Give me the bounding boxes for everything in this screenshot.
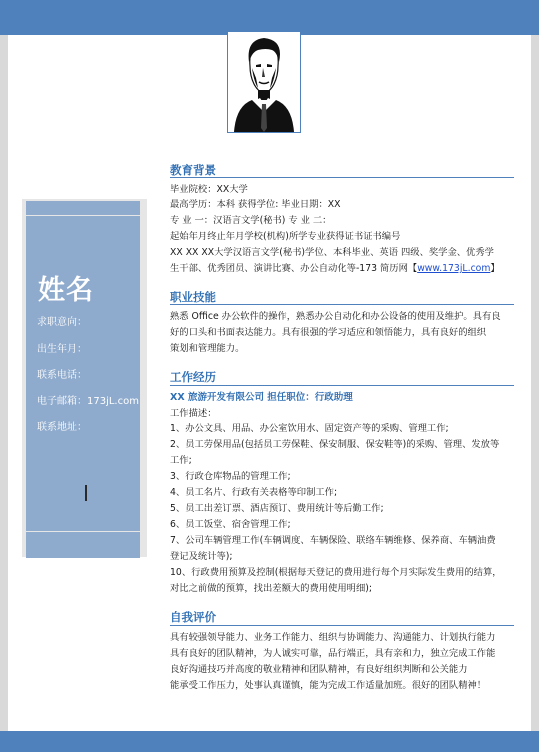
self-line: 具有良好的团队精神，为人诚实可靠，品行端正，具有亲和力，独立完成工作能 bbox=[170, 648, 496, 659]
field-job-intention: 求职意向： bbox=[37, 317, 87, 328]
skills-line: 好的口头和书面表达能力。具有很强的学习适应和领悟能力，具有良好的组织 bbox=[170, 327, 487, 338]
work-line: 3、行政仓库物品的管理工作; bbox=[170, 471, 291, 482]
right-border bbox=[531, 35, 539, 731]
bottom-bar bbox=[0, 731, 539, 752]
section-divider bbox=[170, 385, 514, 386]
text-cursor bbox=[85, 485, 87, 501]
section-title-skills: 职业技能 bbox=[170, 290, 216, 304]
work-line: 登记及统计等); bbox=[170, 551, 233, 562]
profile-photo bbox=[227, 31, 301, 133]
field-address: 联系地址： bbox=[37, 422, 87, 433]
candidate-name: 姓名 bbox=[38, 275, 94, 306]
education-line bbox=[170, 260, 500, 274]
education-line: 起始年月终止年月学校(机构)所学专业获得证书证书编号 bbox=[170, 231, 401, 242]
section-title-work: 工作经历 bbox=[170, 370, 216, 384]
field-birth-date: 出生年月： bbox=[37, 344, 87, 355]
self-line: 良好沟通技巧并高度的敬业精神和团队精神，有良好组织判断和公关能力 bbox=[170, 664, 468, 675]
job-company-position: XX 旅游开发有限公司 担任职位：行政助理 bbox=[170, 392, 353, 403]
self-line: 具有较强领导能力、业务工作能力、组织与协调能力、沟通能力、计划执行能力 bbox=[170, 632, 496, 643]
section-divider bbox=[170, 177, 514, 178]
education-line: 毕业院校：XX大学 bbox=[170, 184, 248, 195]
education-line: 最高学历：本科 获得学位: 毕业日期：XX bbox=[170, 199, 341, 210]
section-title-education: 教育背景 bbox=[170, 163, 216, 177]
field-email: 电子邮箱：173jL.com bbox=[37, 396, 139, 407]
work-line: 1、办公文具、用品、办公室饮用水、固定资产等的采购、管理工作; bbox=[170, 423, 449, 434]
section-divider bbox=[170, 304, 514, 305]
section-divider bbox=[170, 625, 514, 626]
education-line: XX XX XX大学汉语言文学(秘书)学位、本科毕业、英语 四级、奖学金、优秀学 bbox=[170, 247, 494, 258]
work-line: 工作描述： bbox=[170, 408, 217, 419]
left-border bbox=[0, 35, 8, 731]
work-line: 对比之前做的预算，找出差额大的费用使用明细); bbox=[170, 583, 372, 594]
top-bar bbox=[0, 0, 539, 35]
section-title-self-evaluation: 自我评价 bbox=[170, 610, 216, 624]
education-line: 专 业 一：汉语言文学(秘书) 专 业 二： bbox=[170, 215, 332, 226]
skills-line: 策划和管理能力。 bbox=[170, 343, 245, 354]
field-phone: 联系电话： bbox=[37, 370, 87, 381]
website-link[interactable]: www.173jL.com bbox=[417, 263, 491, 274]
work-line: 7、公司车辆管理工作(车辆调度、车辆保险、联络车辆维修、保养商、车辆油费 bbox=[170, 535, 496, 546]
work-line: 4、员工名片、行政有关表格等印制工作; bbox=[170, 487, 338, 498]
sidebar-top-cap bbox=[26, 201, 140, 215]
portrait-icon bbox=[228, 32, 300, 132]
skills-line: 熟悉 Office 办公软件的操作，熟悉办公自动化和办公设备的使用及维护。具有良 bbox=[170, 311, 501, 322]
work-line: 2、员工劳保用品(包括员工劳保鞋、保安制服、保安鞋等)的采购、管理、发放等 bbox=[170, 439, 500, 450]
self-line: 能承受工作压力，处事认真谨慎，能为完成工作适量加班。很好的团队精神！ bbox=[170, 680, 487, 691]
work-line: 工作; bbox=[170, 455, 192, 466]
work-line: 5、员工出差订票、酒店预订、费用统计等后勤工作; bbox=[170, 503, 384, 514]
education-line-end: 】 bbox=[490, 263, 500, 274]
work-line: 10、行政费用预算及控制(根据每天登记的费用进行每个月实际发生费用的结算， bbox=[170, 567, 502, 578]
education-line-text: 生干部、优秀团员、演讲比赛、办公自动化等-173 简历网【 bbox=[170, 263, 418, 274]
work-line: 6、员工饭堂、宿舍管理工作; bbox=[170, 519, 291, 530]
sidebar-bottom-cap bbox=[26, 532, 140, 558]
